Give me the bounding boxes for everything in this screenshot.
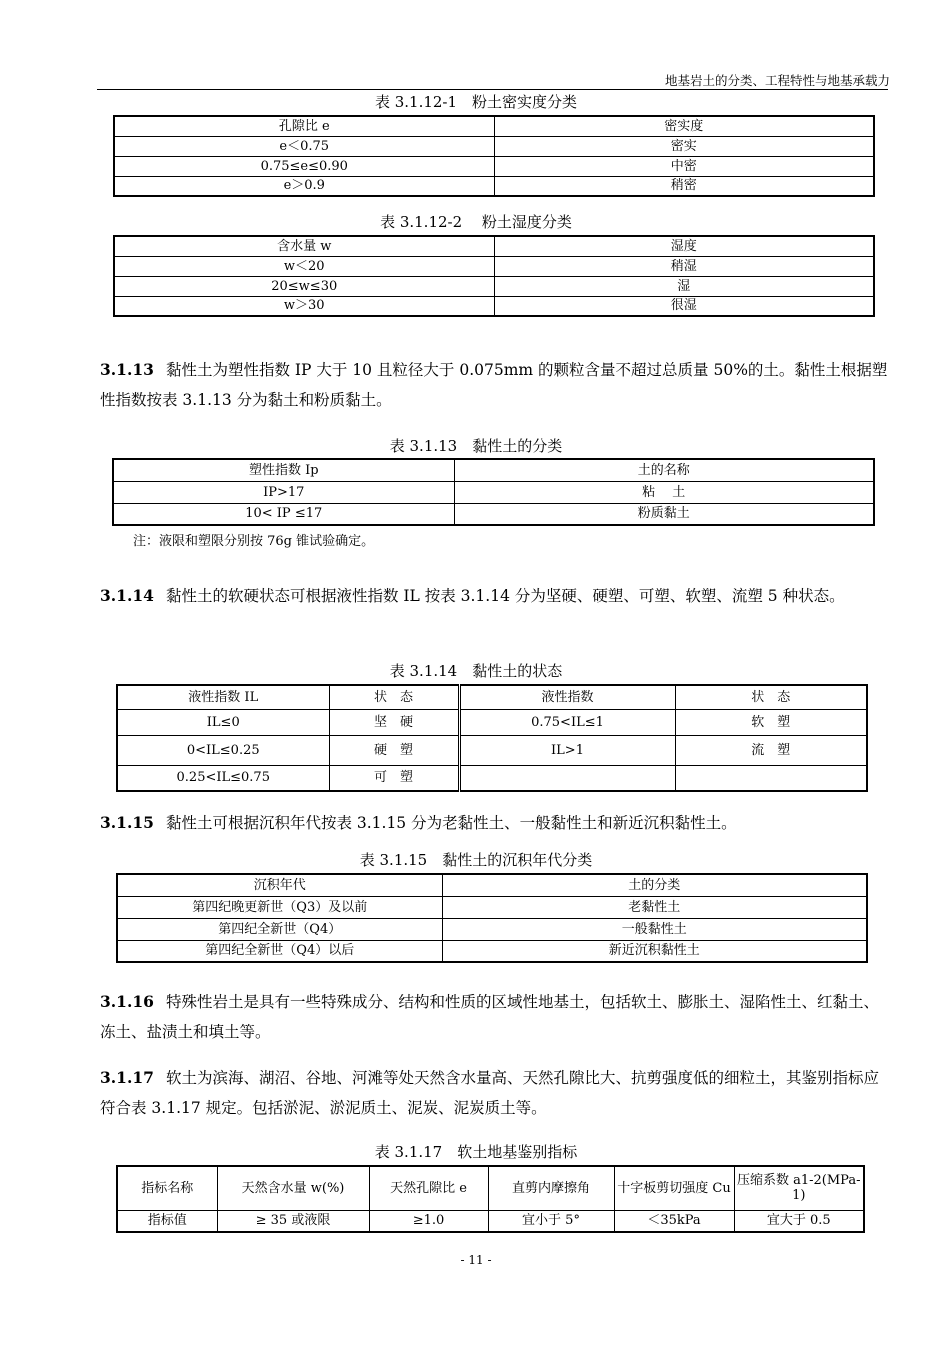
running-header: 地基岩土的分类、工程特性与地基承载力	[664, 73, 890, 88]
section-3-1-16	[100, 987, 890, 1047]
table-row	[117, 765, 867, 791]
table-cell: 稍湿	[494, 256, 874, 276]
table-header-cell: 土的名称	[454, 459, 874, 481]
table-cell: 老黏性土	[442, 896, 867, 918]
section-number: 3.1.15	[100, 813, 154, 832]
table-header-cell: 状 态	[675, 685, 867, 709]
table-cell: 0<IL≤0.25	[117, 735, 329, 765]
table-row	[117, 735, 867, 765]
table-cell: 20≤w≤30	[114, 276, 494, 296]
table-cell: ≥1.0	[369, 1210, 488, 1232]
table-cell: e＜0.75	[114, 136, 494, 156]
table-caption: 表 3.1.15 黏性土的沉积年代分类	[359, 851, 593, 869]
table-cell: ＜35kPa	[614, 1210, 734, 1232]
table-cell: e＞0.9	[114, 176, 494, 196]
table-header-cell: 天然含水量 w(%)	[217, 1166, 369, 1210]
paragraph-text: 黏性土的软硬状态可根据液性指数 IL 按表 3.1.14 分为坚硬、硬塑、可塑、软塑、流塑 5 种状态。	[165, 587, 845, 605]
table-header-cell: 指标名称	[117, 1166, 217, 1210]
table-cohesive-soil-classification	[112, 458, 875, 526]
table-row	[117, 1210, 864, 1232]
table-cell: 坚 硬	[329, 709, 459, 735]
page-number: - 11 -	[460, 1253, 492, 1267]
section-number: 3.1.16	[100, 992, 154, 1011]
table-row	[117, 896, 867, 918]
table-header-cell: 十字板剪切强度 Cu	[614, 1166, 734, 1210]
section-3-1-14	[100, 581, 890, 611]
table-cell: 湿	[494, 276, 874, 296]
table-header-cell: 孔隙比 e	[114, 116, 494, 136]
paragraph-text: 黏性土为塑性指数 IP 大于 10 且粒径大于 0.075mm 的颗粒含量不超过总质量 50%的土。黏性土根据塑性指数按表 3.1.13 分为黏土和粉质黏土。	[100, 361, 888, 409]
table-cell: 很湿	[494, 296, 874, 316]
table-cell: w＞30	[114, 296, 494, 316]
table-cell: 0.25<IL≤0.75	[117, 765, 329, 791]
section-3-1-15	[100, 808, 890, 838]
table-caption: 表 3.1.13 黏性土的分类	[389, 437, 563, 455]
table-cell: 宜大于 0.5	[734, 1210, 864, 1232]
table-row	[117, 709, 867, 735]
section-3-1-13	[100, 355, 890, 415]
table-cell: 密实	[494, 136, 874, 156]
table-row	[114, 276, 874, 296]
table-header-cell: 湿度	[494, 236, 874, 256]
table-header-cell: 密实度	[494, 116, 874, 136]
table-cell	[675, 765, 867, 791]
table-cell: IL>1	[459, 735, 675, 765]
table-cell: 第四纪全新世（Q4）以后	[117, 940, 442, 962]
table-silt-humidity	[113, 235, 875, 317]
table-cell: w＜20	[114, 256, 494, 276]
table-cell: 第四纪全新世（Q4）	[117, 918, 442, 940]
section-number: 3.1.13	[100, 360, 154, 379]
paragraph-text: 特殊性岩土是具有一些特殊成分、结构和性质的区域性地基土，包括软土、膨胀土、湿陷性土、红黏土、冻土、盐渍土和填土等。	[100, 993, 879, 1041]
table-cohesive-soil-state	[116, 684, 868, 792]
table-row	[113, 481, 874, 503]
table-cell: 软 塑	[675, 709, 867, 735]
table-header-cell: 塑性指数 Ip	[113, 459, 454, 481]
table-cell: 粘 土	[454, 481, 874, 503]
table-header-row	[117, 874, 867, 896]
table-header-row	[117, 685, 867, 709]
table-caption: 表 3.1.12-1 粉土密实度分类	[374, 93, 578, 111]
table-header-cell: 液性指数	[459, 685, 675, 709]
table-cell	[459, 765, 675, 791]
table-cell: 0.75≤e≤0.90	[114, 156, 494, 176]
table-caption: 表 3.1.14 黏性土的状态	[389, 662, 563, 680]
table-cell: 一般黏性土	[442, 918, 867, 940]
table-header-cell: 沉积年代	[117, 874, 442, 896]
table-cell: 粉质黏土	[454, 503, 874, 525]
section-number: 3.1.14	[100, 586, 154, 605]
table-row	[117, 918, 867, 940]
table-header-row	[113, 459, 874, 481]
table-cell: 宜小于 5°	[488, 1210, 614, 1232]
header-rule	[97, 89, 888, 90]
table-header-cell: 液性指数 IL	[117, 685, 329, 709]
table-header-cell: 直剪内摩擦角	[488, 1166, 614, 1210]
paragraph-text: 软土为滨海、湖沼、谷地、河滩等处天然含水量高、天然孔隙比大、抗剪强度低的细粒土，其鉴别指标应符合表 3.1.17 规定。包括淤泥、淤泥质土、泥炭、泥炭质土等。	[100, 1069, 879, 1117]
table-cell: IP>17	[113, 481, 454, 503]
table-cell: 新近沉积黏性土	[442, 940, 867, 962]
section-3-1-17	[100, 1063, 890, 1123]
table-cell: 硬 塑	[329, 735, 459, 765]
table-row	[114, 176, 874, 196]
table-header-cell: 天然孔隙比 e	[369, 1166, 488, 1210]
table-cell: 10< IP ≤17	[113, 503, 454, 525]
table-header-cell: 状 态	[329, 685, 459, 709]
table-row	[117, 940, 867, 962]
table-header-cell: 压缩系数 a1-2(MPa-1)	[734, 1166, 864, 1210]
table-silt-density	[113, 115, 875, 197]
table-row	[114, 256, 874, 276]
table-soft-soil-criteria	[116, 1165, 865, 1233]
table-deposition-age	[116, 873, 868, 963]
table-cell: 指标值	[117, 1210, 217, 1232]
section-number: 3.1.17	[100, 1068, 154, 1087]
table-header-cell: 土的分类	[442, 874, 867, 896]
table-header-row	[114, 236, 874, 256]
table-row	[113, 503, 874, 525]
table-cell: 0.75<IL≤1	[459, 709, 675, 735]
table-cell: IL≤0	[117, 709, 329, 735]
table-header-row	[114, 116, 874, 136]
table-row	[114, 296, 874, 316]
table-cell: 第四纪晚更新世（Q3）及以前	[117, 896, 442, 918]
table-caption: 表 3.1.12-2 粉土湿度分类	[380, 213, 572, 231]
table-row	[114, 136, 874, 156]
table-header-cell: 含水量 w	[114, 236, 494, 256]
table-cell: 中密	[494, 156, 874, 176]
table-caption: 表 3.1.17 软土地基鉴别指标	[374, 1143, 578, 1161]
table-cell: ≥ 35 或液限	[217, 1210, 369, 1232]
table-row	[114, 156, 874, 176]
table-cell: 稍密	[494, 176, 874, 196]
table-cell: 流 塑	[675, 735, 867, 765]
paragraph-text: 黏性土可根据沉积年代按表 3.1.15 分为老黏性土、一般黏性土和新近沉积黏性土。	[165, 814, 737, 832]
table-cell: 可 塑	[329, 765, 459, 791]
table-header-row	[117, 1166, 864, 1210]
table-note: 注：液限和塑限分别按 76g 锥试验确定。	[133, 534, 375, 549]
